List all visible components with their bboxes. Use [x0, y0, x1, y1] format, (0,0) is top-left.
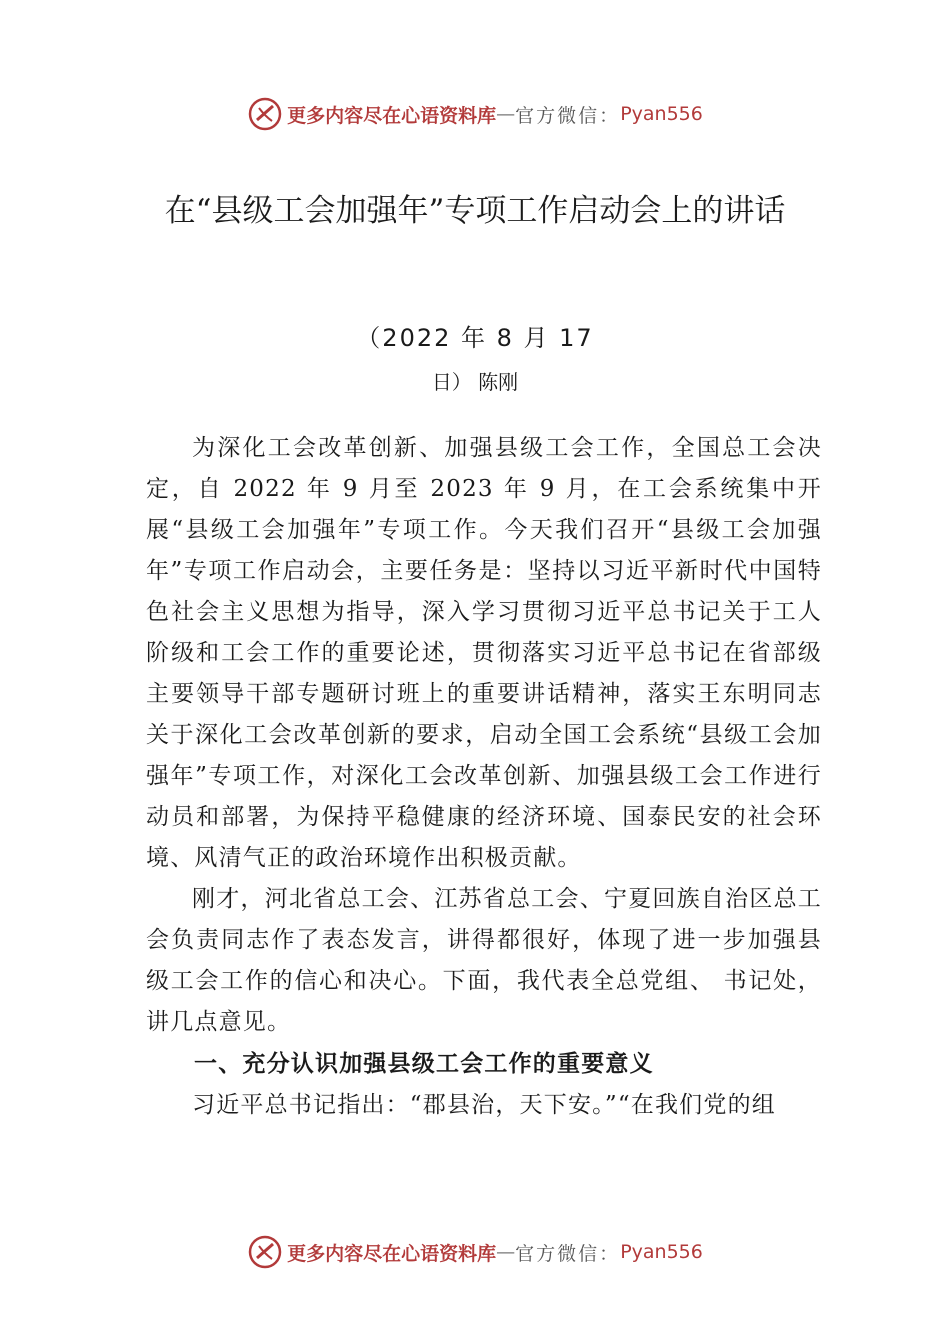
- banner-wechat-label: 官方微信：: [515, 1242, 621, 1265]
- banner-wechat-id: Pyan556: [620, 103, 703, 125]
- section-heading: 一、充分认识加强县级工会工作的重要意义: [194, 1051, 654, 1077]
- document-body: [146, 428, 822, 1126]
- document-title: 在“县级工会加强年”专项工作启动会上的讲话: [164, 193, 786, 229]
- paragraph: 习近平总书记指出：“郡县治，天下安。”“在我们党的组: [192, 1092, 776, 1118]
- brand-logo-icon: [247, 96, 283, 132]
- banner-brand: 更多内容尽在心语资料库: [287, 104, 497, 127]
- banner-dash: —: [496, 103, 516, 125]
- banner-wechat-id: Pyan556: [620, 1241, 703, 1263]
- footer-watermark: [0, 1232, 950, 1272]
- banner-dash: —: [496, 1241, 516, 1263]
- header-watermark: [0, 94, 950, 134]
- banner-brand: 更多内容尽在心语资料库: [287, 1242, 497, 1265]
- brand-logo-icon: [247, 1234, 283, 1270]
- paragraph: 为深化工会改革创新、加强县级工会工作，全国总工会决定，自 2022 年 9 月至 2023 年 9 月，在工会系统集中开展“县级工会加强年”专项工作。今天我们召开“县级工会加强年”专项工作启动会，主要任务是：坚持以习近平新时代中国特色社会主义思想为指导，深入学习贯彻习近平总书记关于工人阶级和工会工作的重要论述，贯彻落实习近平总书记在省部级主要领导干部专题研讨班上的重要讲话精神，落实王东明同志关于深化工会改革创新的要求，启动全国工会系统“县级工会加强年”专项工作，对深化工会改革创新、加强县级工会工作进行动员和部署，为保持平稳健康的经济环境、国泰民安的社会环境、风清气正的政治环境作出积极贡献。: [146, 435, 822, 871]
- document-date: （2022 年 8 月 17: [356, 324, 594, 352]
- document-author: 日） 陈刚: [431, 370, 519, 394]
- paragraph: 刚才，河北省总工会、江苏省总工会、宁夏回族自治区总工会负责同志作了表态发言，讲得都很好，体现了进一步加强县级工会工作的信心和决心。下面，我代表全总党组、 书记处，讲几点意见。: [146, 886, 822, 1035]
- banner-wechat-label: 官方微信：: [515, 104, 621, 127]
